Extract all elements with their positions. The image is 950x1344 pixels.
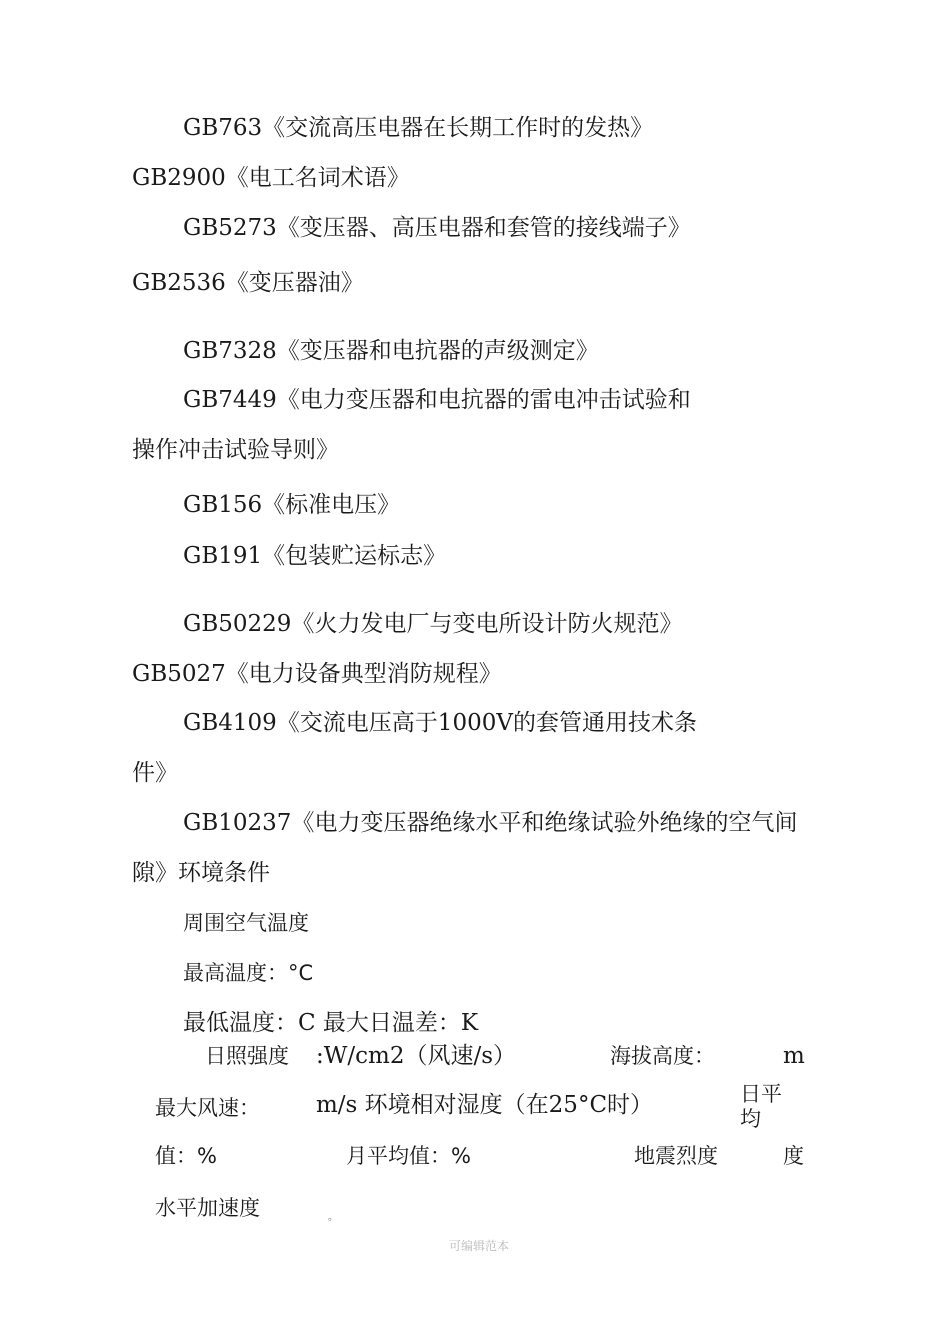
standard-gb2900: GB2900《电工名词术语》 (132, 165, 410, 191)
humidity-label: m/s 环境相对湿度（在25°C时） (316, 1092, 654, 1118)
standard-gb5027: GB5027《电力设备典型消防规程》 (132, 661, 502, 687)
standard-gb50229: GB50229《火力发电厂与变电所设计防火规范》 (183, 611, 683, 637)
standard-gb156: GB156《标准电压》 (183, 492, 401, 518)
max-wind-label: 最大风速： (155, 1096, 260, 1120)
sunshine-unit: :W/cm2（风速/s） (316, 1043, 517, 1069)
min-temperature-field: 最低温度：C 最大日温差：K (183, 1010, 479, 1036)
altitude-label: 海拔高度： (610, 1044, 715, 1068)
standard-gb7449-continued: 操作冲击试验导则》 (132, 437, 339, 463)
sunshine-label: 日照强度 (205, 1044, 289, 1068)
standard-gb10237: GB10237《电力变压器绝缘水平和绝缘试验外绝缘的空气间 (183, 810, 798, 836)
daily-average-label: 日平均 (740, 1082, 782, 1131)
standard-gb763: GB763《交流高压电器在长期工作时的发热》 (183, 115, 654, 141)
standard-gb191: GB191《包装贮运标志》 (183, 543, 447, 569)
standard-gb7328: GB7328《变压器和电抗器的声级测定》 (183, 338, 599, 364)
standard-gb2536: GB2536《变压器油》 (132, 270, 364, 296)
max-temperature-field: 最高温度：°C (183, 961, 314, 985)
footer-watermark: 可编辑范本 (449, 1239, 510, 1253)
end-mark: 。 (328, 1212, 338, 1223)
section-heading-environment: 隙》环境条件 (132, 860, 270, 886)
standard-gb5273: GB5273《变压器、高压电器和套管的接线端子》 (183, 215, 691, 241)
seismic-intensity-label: 地震烈度 (634, 1144, 718, 1168)
standard-gb4109-continued: 件》 (132, 760, 178, 786)
daily-average-value: 值：% (155, 1144, 217, 1168)
altitude-unit: m (783, 1043, 805, 1069)
standard-gb7449: GB7449《电力变压器和电抗器的雷电冲击试验和 (183, 387, 691, 413)
standard-gb4109: GB4109《交流电压高于1000V的套管通用技术条 (183, 710, 697, 736)
ambient-temperature-label: 周围空气温度 (183, 911, 309, 935)
monthly-average-value: 月平均值：% (346, 1144, 471, 1168)
horizontal-acceleration-label: 水平加速度 (155, 1196, 260, 1220)
seismic-degree-unit: 度 (783, 1144, 804, 1168)
